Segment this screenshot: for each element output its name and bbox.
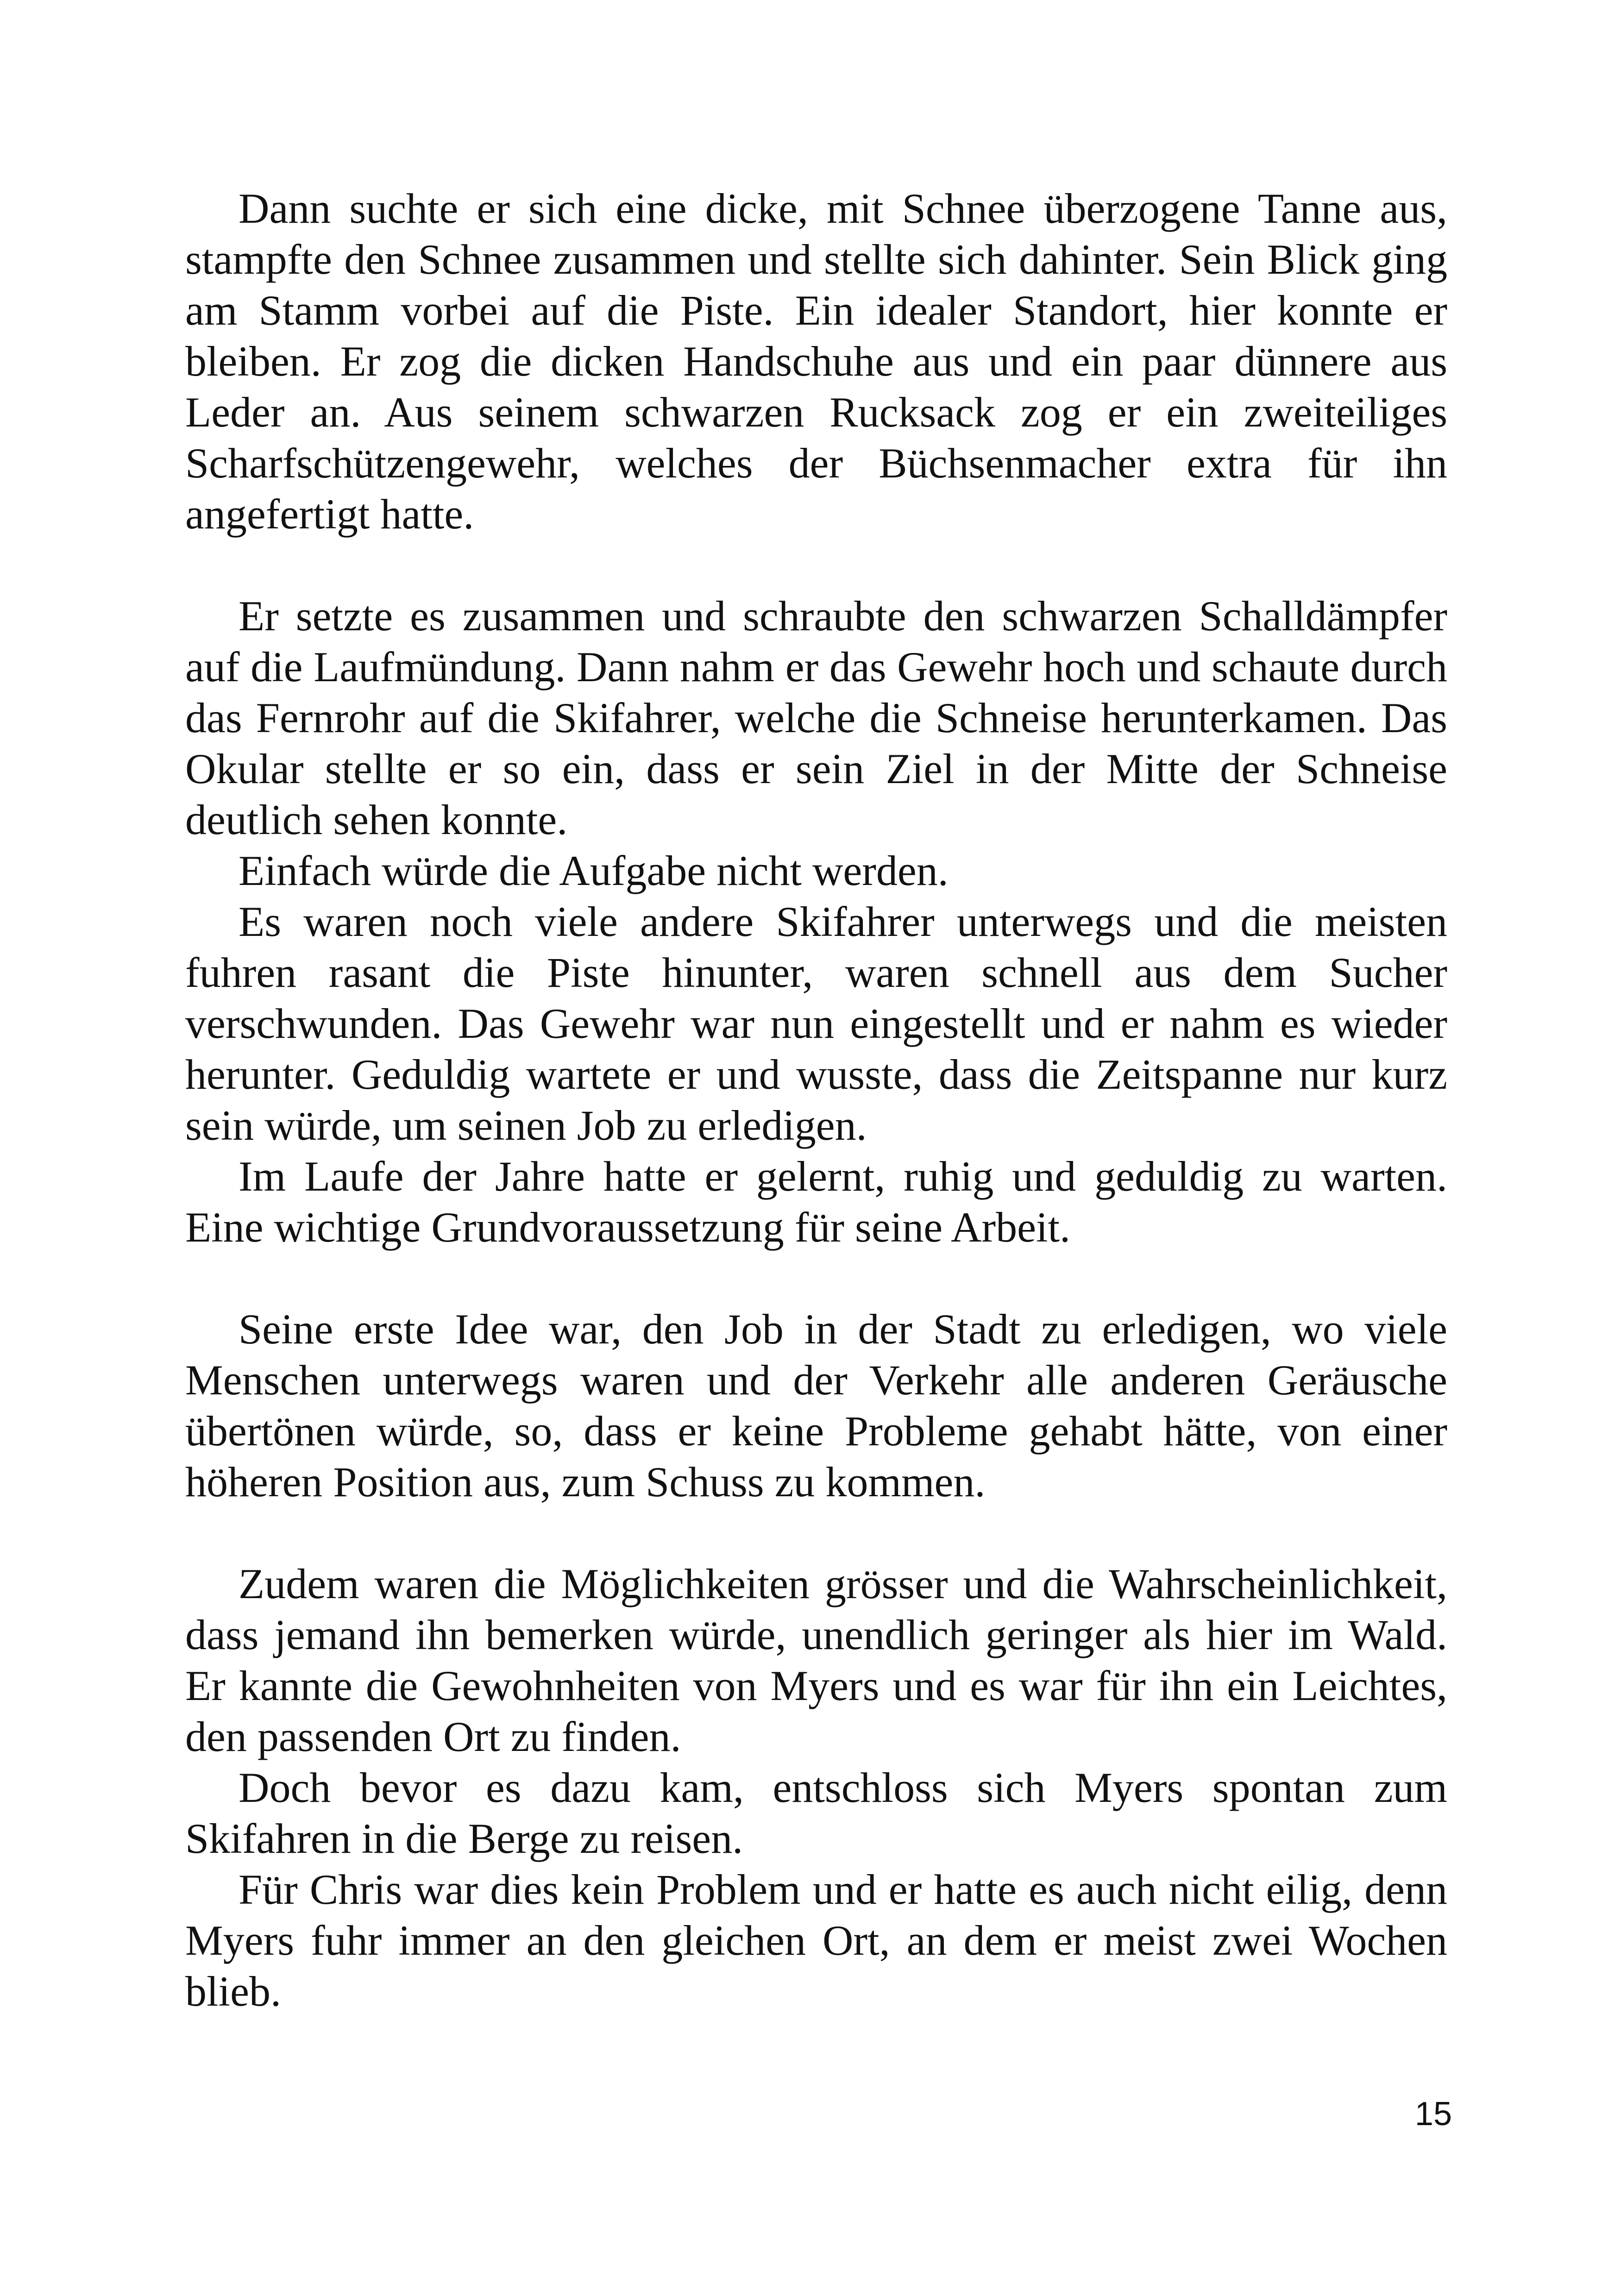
body-text <box>185 183 1447 2017</box>
paragraph: Seine erste Idee war, den Job in der Stadt zu erledigen, wo viele Menschen unterwegs waren und der Verkehr alle anderen Geräusche übertönen würde, so, dass er keine Probleme gehabt hätte, von einer höheren Position aus, zum Schuss zu kommen. <box>185 1305 1447 1506</box>
page-number: 15 <box>1414 2095 1452 2133</box>
paragraph: Es waren noch viele andere Skifahrer unterwegs und die meisten fuhren rasant die Piste hinunter, waren schnell aus dem Sucher verschwunden. Das Gewehr war nun eingestellt und er nahm es wieder herunter. Geduldig wartete er und wusste, dass die Zeitspanne nur kurz sein würde, um seinen Job zu erledigen. <box>185 898 1447 1149</box>
paragraph: Einfach würde die Aufgabe nicht werden. <box>239 847 949 894</box>
paragraph: Er setzte es zusammen und schraubte den schwarzen Schalldämpfer auf die Laufmündung. Dann nahm er das Gewehr hoch und schaute durch das Fernrohr auf die Skifahrer, welche die Schneise herunterkamen. Das Okular stellte er so ein, dass er sein Ziel in der Mitte der Schneise deutlich sehen konnte. <box>185 592 1447 843</box>
paragraph: Dann suchte er sich eine dicke, mit Schnee überzogene Tanne aus, stampfte den Schnee zusammen und stellte sich dahinter. Sein Blick ging am Stamm vorbei auf die Piste. Ein idealer Standort, hier konnte er bleiben. Er zog die dicken Handschuhe aus und ein paar dünnere aus Leder an. Aus seinem schwarzen Rucksack zog er ein zweiteiliges Scharfschützengewehr, welches der Büchsenmacher extra für ihn angefertigt hatte. <box>185 185 1447 538</box>
paragraph: Zudem waren die Möglichkeiten grösser und die Wahrscheinlichkeit, dass jemand ihn bemerken würde, unendlich geringer als hier im Wald. Er kannte die Gewohnheiten von Myers und es war für ihn ein Leichtes, den passenden Ort zu finden. <box>185 1560 1447 1760</box>
paragraph: Doch bevor es dazu kam, entschloss sich Myers spontan zum Skifahren in die Berge zu reisen. <box>185 1764 1447 1862</box>
paragraph: Für Chris war dies kein Problem und er hatte es auch nicht eilig, denn Myers fuhr immer an den gleichen Ort, an dem er meist zwei Wochen blieb. <box>185 1866 1447 2015</box>
paragraph: Im Laufe der Jahre hatte er gelernt, ruhig und geduldig zu warten. Eine wichtige Grundvoraussetzung für seine Arbeit. <box>185 1153 1447 1251</box>
